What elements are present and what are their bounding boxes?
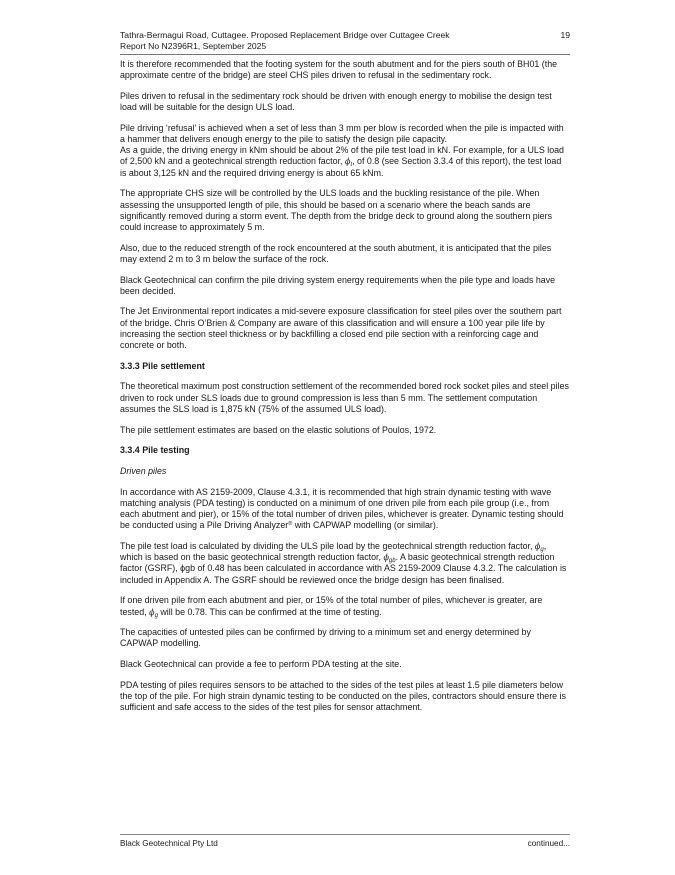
registered-mark: ® <box>288 521 293 528</box>
phi-gb-subscript: gb <box>388 558 396 565</box>
paragraph-sensor-access: PDA testing of piles requires sensors to be attached to the sides of the test piles at least 1.5 pile diameters below the top of the pile. For high strain dynamic testing to be conducted on the piles, contractors should ensure there is sufficient and safe access to the sides of the test piles for sensor attachment. <box>120 679 566 713</box>
refusal-definition: Pile driving ‘refusal’ is achieved when a set of less than 3 mm per blow is recorded when the pile is impacted with a hammer that delivers enough energy to the pile to satisfy the design pile capacity. <box>120 122 564 145</box>
paragraph-exposure: The Jet Environmental report indicates a mid-severe exposure classification for steel piles over the southern part of the bridge. Chris O’Brien & Company are aware of this classification and will ensure a 100 year pile life by increasing the section steel thickness or by backfilling a closed end pile section with a reinforcing cage and concrete or both. <box>120 306 562 351</box>
paragraph-fee: Black Geotechnical can provide a fee to perform PDA testing at the site. <box>120 659 402 670</box>
page-header <box>120 30 570 52</box>
paragraph-footing-recommendation: It is therefore recommended that the footing system for the south abutment and for the piers south of BH01 (the approximate centre of the bridge) are steel CHS piles driven to refusal in the sedimentary rock. <box>120 59 558 81</box>
paragraph-driven-energy: Piles driven to refusal in the sedimentary rock should be driven with enough energy to mobilise the design test load will be suitable for the design ULS load. <box>120 90 552 113</box>
phi-g-symbol: ϕ <box>149 607 155 617</box>
phi-symbol: ϕ <box>344 157 351 167</box>
paragraph-untested-piles: The capacities of untested piles can be confirmed by driving to a minimum set and energy determined by CAPWAP modelling. <box>120 627 531 649</box>
phi-g-value-text: If one driven pile from each abutment and pier, or 15% of the total number of piles, whichever is greater, are tested, <box>120 595 543 617</box>
header-title: Tathra-Bermagui Road, Cuttagee. Proposed Replacement Bridge over Cuttagee Creek <box>120 30 450 40</box>
section-heading-pile-testing: 3.3.4 Pile testing <box>120 445 190 456</box>
paragraph-reduced-strength: Also, due to the reduced strength of the rock encountered at the south abutment, it is anticipated that the piles may extend 2 m to 3 m below the surface of the rock. <box>120 242 552 264</box>
driving-energy-guide: As a guide, the driving energy in kNm should be about 2% of the pile test load in kN. For example, for a ULS load of 2,500 kN and a geotechnical strength reduction factor, <box>120 145 564 167</box>
header-report-number: Report No N2396R1, September 2025 <box>120 41 267 51</box>
subheading-driven-piles: Driven piles <box>120 465 167 476</box>
header-divider <box>120 54 570 55</box>
phi-gb-symbol: ϕ <box>383 553 389 563</box>
driving-energy-guide-cont: , of 0.8 (see Section 3.3.4 of this report), the test load is about 3,125 kN and the required driving energy is about 65 kNm. <box>120 156 562 178</box>
paragraph-phi-g-value <box>120 595 570 617</box>
footer-continued: continued... <box>527 839 570 848</box>
paragraph-pda-testing <box>120 487 570 532</box>
paragraph-chs-size: The appropriate CHS size will be controlled by the ULS loads and the buckling resistance of the pile. When assessing the unsupported length of pile, this should be based on a scenario where the beach sands are significantly removed during a storm event. The depth from the bridge deck to ground along the southern piers could increase to approximately 5 m. <box>120 188 553 232</box>
page-number: 19 <box>560 30 570 40</box>
paragraph-refusal <box>120 123 570 179</box>
phi-g-subscript: g <box>154 612 158 619</box>
paragraph-settlement: The theoretical maximum post construction settlement of the recommended bored rock socket piles and steel piles driven to rock under SLS loads due to ground compression is less than 5 mm. The settlement computation assumes the SLS load is 1,875 kN (75% of the assumed ULS load). <box>120 381 569 414</box>
pda-text-cont: with CAPWAP modelling (or similar). <box>292 520 439 531</box>
test-load-text-3: . A basic geotechnical strength reduction factor (GSRF), ϕgb of 0.48 has been calculated in accordance with AS 2159-2009 Clause 4.3.2. The calculation is included in Appendix A. The GSRF should be reviewed once the bridge design has been finalised. <box>120 552 567 585</box>
section-heading-pile-settlement: 3.3.3 Pile settlement <box>120 360 205 371</box>
phi-g-subscript: g <box>540 547 544 553</box>
footer-company: Black Geotechnical Pty Ltd <box>120 839 218 848</box>
phi-g-symbol: ϕ <box>534 542 541 551</box>
test-load-text-2: , which is based on the basic geotechnical strength reduction factor, <box>120 541 547 563</box>
test-load-text: The pile test load is calculated by dividing the ULS pile load by the geotechnical strength reduction factor, <box>120 541 535 551</box>
pda-text: In accordance with AS 2159-2009, Clause 4.3.1, it is recommended that high strain dynamic testing with wave matching analysis (PDA testing) is conducted on a minimum of one driven pile from each pile group (i.e., from each abutment and pier), or 15% of the total number of driven piles, whichever is greater. Dynamic testing should be conducted using a Pile Driving Analyzer <box>120 486 564 531</box>
page-footer <box>120 834 570 849</box>
phi-subscript: t <box>350 162 353 169</box>
document-page <box>120 30 570 723</box>
phi-g-value-text-cont: will be 0.78. This can be confirmed at the time of testing. <box>157 606 382 617</box>
paragraph-settlement-basis: The pile settlement estimates are based on the elastic solutions of Poulos, 1972. <box>120 424 437 435</box>
paragraph-energy-confirm: Black Geotechnical can confirm the pile driving system energy requirements when the pile type and loads have been decided. <box>120 274 556 296</box>
paragraph-test-load <box>120 541 570 586</box>
